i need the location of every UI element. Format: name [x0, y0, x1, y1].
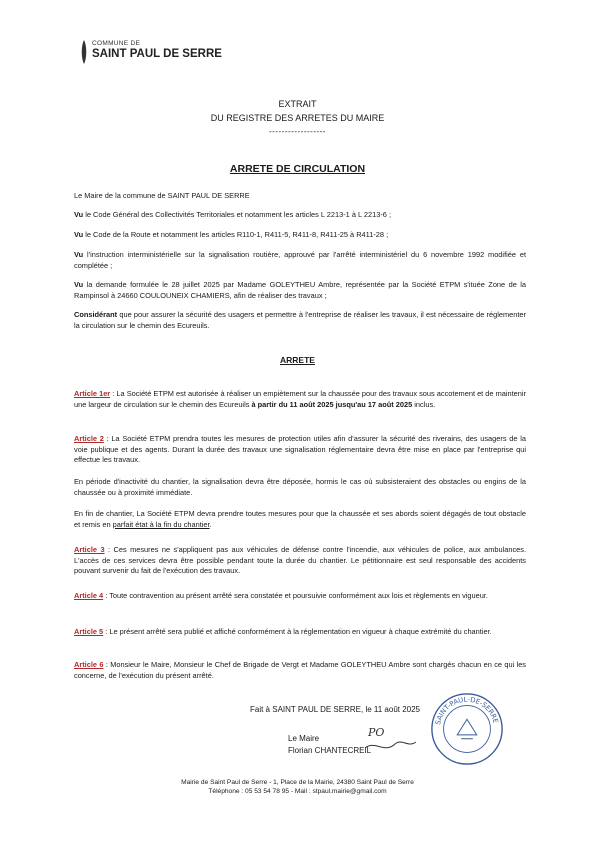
article-2-p3-underline: parfait état à la fin du chantier: [112, 519, 210, 529]
article-4: [74, 591, 526, 602]
extrait-heading: [0, 97, 595, 125]
vu3-label: Vu: [74, 250, 84, 259]
article-5-text: : Le présent arrêté sera publié et affiché conformément à la réglementation en vigueur à chaque extrémité du chantier.: [103, 627, 492, 636]
signature-role: Le Maire: [288, 734, 320, 743]
article-1: [74, 389, 526, 410]
separator: ------------------: [269, 127, 326, 136]
svg-text:PO: PO: [368, 726, 385, 739]
signature-name: Florian CHANTECREIL: [288, 746, 372, 755]
article-2-label: Article 2: [74, 434, 104, 443]
extrait-line2: DU REGISTRE DES ARRETES DU MAIRE: [210, 113, 385, 123]
article-1-label: Article 1er: [74, 389, 111, 398]
article-6-label: Article 6: [74, 660, 104, 669]
handwritten-signature-icon: [360, 718, 420, 758]
arrete-heading: ARRETE: [280, 355, 315, 365]
article-2-p3-end: .: [209, 519, 212, 529]
logo-mark-icon: [80, 40, 88, 64]
preamble-considerant: [74, 310, 526, 331]
preamble-maire: Le Maire de la commune de SAINT PAUL DE SERRE: [74, 191, 250, 200]
signature-date: Fait à SAINT PAUL DE SERRE, le 11 août 2025: [250, 705, 421, 714]
vu1-text: le Code Général des Collectivités Territoriales et notamment les articles L 2213-1 à L 2213-6 ;: [83, 210, 391, 219]
preamble-vu3: [74, 250, 526, 271]
article-2-paragraph-2: En période d'inactivité du chantier, la signalisation devra être déposée, hormis le cas où subsisteraient des obstacles ou engins de la chaussée ou à proximité immédiate.: [74, 477, 526, 497]
logo-commune-label: COMMUNE DE: [92, 40, 141, 47]
article-3-text: : Ces mesures ne s'appliquent pas aux véhicules de défense contre l'incendie, aux véhicules de police, aux ambulances. L'accès de ces services devra être possible pendant toute la durée du chantier. Le pétitionnaire est seul responsable des accidents pouvant survenir du fait de l'exécution des travaux.: [74, 545, 526, 576]
vu2-label: Vu: [74, 230, 84, 239]
article-2: [74, 434, 526, 466]
article-3-label: Article 3: [74, 545, 105, 554]
article-4-label: Article 4: [74, 591, 104, 600]
considerant-text: que pour assurer la sécurité des usagers et permettre à l'entreprise de réaliser les travaux, il est nécessaire de réglementer la circulation sur le chemin des Ecureuils.: [74, 310, 526, 330]
vu4-label: Vu: [74, 280, 84, 289]
logo-commune-name: SAINT PAUL DE SERRE: [92, 48, 222, 60]
article-1-text: : La Société ETPM est autorisée à réaliser un empiètement sur la chaussée pour des travaux sous accotement et de maintenir une largeur de circulation sur le chemin des Ecureuils: [74, 389, 527, 409]
article-2-text: : La Société ETPM prendra toutes les mesures de protection utiles afin d'assurer la sécurité des riverains, des usagers de la voie publique et des agents. Durant la durée des travaux une signalisation réglementaire devra être mise en place par l'entreprise qui effectue les travaux.: [74, 434, 526, 465]
article-6: [74, 660, 526, 681]
vu3-text: l'instruction interministérielle sur la signalisation routière, approuvé par l'arrêté interministériel du 6 novembre 1992 modifiée et complétée ;: [74, 250, 526, 270]
article-1-end: inclus.: [412, 399, 436, 409]
preamble-vu2: [74, 230, 526, 241]
footer-contact: Téléphone : 05 53 54 78 95 - Mail : stpaul.mairie@gmail.com: [208, 788, 387, 795]
page-title: ARRETE DE CIRCULATION: [229, 163, 366, 175]
article-5-label: Article 5: [74, 627, 104, 636]
footer-address: Mairie de Saint Paul de Serre - 1, Place de la Mairie, 24380 Saint Paul de Serre: [181, 779, 414, 786]
article-5: [74, 627, 526, 638]
article-4-text: : Toute contravention au présent arrêté sera constatée et poursuivie conformément aux lois et règlements en vigueur.: [103, 591, 488, 600]
article-1-dates: à partir du 11 août 2025 jusqu'au 17 août 2025: [251, 399, 413, 409]
vu1-label: Vu: [74, 210, 84, 219]
article-6-text: : Monsieur le Maire, Monsieur le Chef de Brigade de Vergt et Madame GOLEYTHEU Ambre sont chargés chacun en ce qui les concerne, de l'exécution du présent arrêté.: [74, 660, 526, 680]
preamble-vu4: [74, 280, 526, 301]
extrait-line1: EXTRAIT: [278, 99, 317, 109]
official-stamp-icon: [428, 690, 506, 768]
article-2-paragraph-3: [74, 509, 526, 530]
commune-logo: [80, 38, 222, 68]
vu4-text: la demande formulée le 28 juillet 2025 par Madame GOLEYTHEU Ambre, représentée par la Société ETPM s'ituée Zone de la Rampinsol à 24660 COULOUNEIX CHAMIERS, afin de réaliser des travaux ;: [74, 280, 526, 300]
article-3: [74, 545, 526, 577]
considerant-label: Considérant: [74, 310, 118, 319]
vu2-text: le Code de la Route et notamment les articles R110-1, R411-5, R411-8, R411-25 à R411-28 ;: [83, 230, 389, 239]
footer: [0, 778, 595, 796]
article-2-p3-start: En fin de chantier, La Société ETPM devra prendre toutes mesures pour que la chaussée et ses abords soient dégagés de tout obstacle et remis en: [74, 509, 526, 529]
preamble-vu1: [74, 210, 526, 221]
svg-text:SAINT-PAUL-DE-SERRE: SAINT-PAUL-DE-SERRE: [434, 695, 500, 726]
